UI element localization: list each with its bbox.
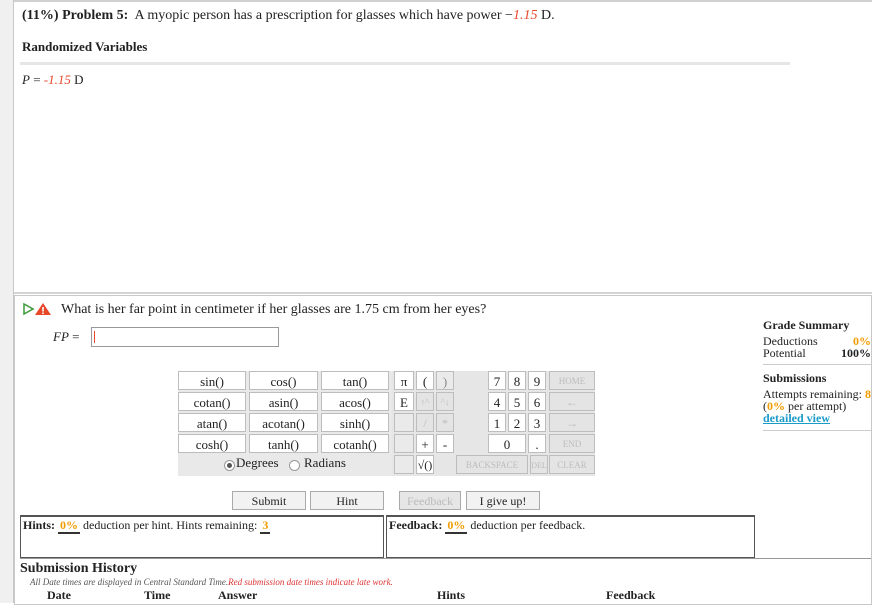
cos-button[interactable]: cos() xyxy=(249,371,318,390)
cursor-left-button[interactable]: ← xyxy=(549,392,595,411)
minus-button[interactable]: - xyxy=(436,434,454,453)
decimal-button[interactable]: . xyxy=(528,434,546,453)
grade-summary-title: Grade Summary xyxy=(763,318,850,332)
hints-label: Hints: xyxy=(23,518,56,532)
pi-button[interactable]: π xyxy=(394,371,414,390)
delete-button[interactable]: DEL xyxy=(530,455,548,474)
backspace-button[interactable]: BACKSPACE xyxy=(456,455,528,474)
divide-button[interactable]: / xyxy=(416,413,434,432)
multiply-button[interactable]: * xyxy=(436,413,454,432)
history-column-date: Date xyxy=(47,588,71,602)
acos-button[interactable]: acos() xyxy=(321,392,389,411)
submit-button[interactable]: Submit xyxy=(232,491,306,510)
randomized-variables-heading: Randomized Variables xyxy=(22,39,148,54)
feedback-label: Feedback: xyxy=(389,518,443,532)
end-button[interactable]: END xyxy=(549,434,595,453)
calculator-keypad xyxy=(178,371,595,476)
sqrt-button[interactable]: √() xyxy=(416,455,434,474)
problem-title: (11%) Problem 5: A myopic person has a prescription for glasses which have power −1.15 D. xyxy=(22,8,555,23)
asin-button[interactable]: asin() xyxy=(249,392,318,411)
digit-8-button[interactable]: 8 xyxy=(508,371,526,390)
cursor-right-button[interactable]: → xyxy=(549,413,595,432)
down-caret-button[interactable]: ^↓ xyxy=(436,392,454,411)
radians-label: Radians xyxy=(304,455,346,470)
submission-history xyxy=(20,558,871,603)
digit-9-button[interactable]: 9 xyxy=(528,371,546,390)
feedback-button[interactable]: Feedback xyxy=(399,491,461,510)
degrees-label: Degrees xyxy=(236,455,279,470)
potential-value: 100% xyxy=(841,346,871,360)
history-column-time: Time xyxy=(144,588,171,602)
hint-button[interactable]: Hint xyxy=(310,491,384,510)
digit-7-button[interactable]: 7 xyxy=(488,371,506,390)
blank-key xyxy=(394,434,414,453)
history-column-feedback: Feedback xyxy=(606,588,656,602)
deductions-value: 0% xyxy=(853,334,871,348)
randomized-variable-p: P = -1.15 D xyxy=(22,72,84,87)
cosh-button[interactable]: cosh() xyxy=(178,434,246,453)
question-panel xyxy=(14,295,872,605)
hints-panel: Hints: 0% deduction per hint. Hints remaining: 3 xyxy=(20,515,384,558)
text-caret xyxy=(94,331,95,343)
history-note: All Date times are displayed in Central Standard Time.Red submission date times indicate late work. xyxy=(30,577,393,587)
digit-2-button[interactable]: 2 xyxy=(508,413,526,432)
cotanh-button[interactable]: cotanh() xyxy=(321,434,389,453)
attempts-label: Attempts remaining: xyxy=(763,387,862,401)
question-status-icons xyxy=(22,302,56,320)
acotan-button[interactable]: acotan() xyxy=(249,413,318,432)
history-column-hints: Hints xyxy=(437,588,466,602)
e-button[interactable]: E xyxy=(394,392,414,411)
feedback-deduction-value: 0% xyxy=(447,518,466,532)
plus-button[interactable]: + xyxy=(416,434,434,453)
tanh-button[interactable]: tanh() xyxy=(249,434,318,453)
digit-6-button[interactable]: 6 xyxy=(528,392,546,411)
give-up-button[interactable]: I give up! xyxy=(466,491,540,510)
cotan-button[interactable]: cotan() xyxy=(178,392,246,411)
answer-input[interactable] xyxy=(91,327,279,347)
blank-key xyxy=(394,413,414,432)
digit-1-button[interactable]: 1 xyxy=(488,413,506,432)
detailed-view-link[interactable]: detailed view xyxy=(763,411,830,425)
left-frame-border xyxy=(0,0,14,603)
question-text: What is her far point in centimeter if her glasses are 1.75 cm from her eyes? xyxy=(61,302,487,317)
atan-button[interactable]: atan() xyxy=(178,413,246,432)
feedback-panel: Feedback: 0% deduction per feedback. xyxy=(386,515,755,558)
sinh-button[interactable]: sinh() xyxy=(321,413,389,432)
sin-button[interactable]: sin() xyxy=(178,371,246,390)
home-button[interactable]: HOME xyxy=(549,371,595,390)
degrees-radio[interactable] xyxy=(224,460,235,471)
clear-button[interactable]: CLEAR xyxy=(549,455,595,474)
digit-0-button[interactable]: 0 xyxy=(488,434,526,453)
digit-5-button[interactable]: 5 xyxy=(508,392,526,411)
hints-remaining-value: 3 xyxy=(262,518,269,532)
close-paren-button[interactable]: ) xyxy=(436,371,454,390)
history-column-answer: Answer xyxy=(218,588,258,602)
grade-summary: Grade Summary Deductions 0% Potential 100% Submissions Attempts remaining: 8 (0% per attempt) detailed view xyxy=(763,318,871,431)
play-warning-icon xyxy=(22,302,56,316)
digit-3-button[interactable]: 3 xyxy=(528,413,546,432)
radians-radio[interactable] xyxy=(289,460,300,471)
deductions-label: Deductions xyxy=(763,334,818,348)
problem-statement-panel xyxy=(14,2,872,294)
answer-label: FP = xyxy=(53,329,80,344)
per-attempt-value: 0% xyxy=(767,399,785,413)
section-divider xyxy=(20,62,790,65)
attempts-value: 8 xyxy=(864,387,871,401)
potential-label: Potential xyxy=(763,346,806,360)
blank-key xyxy=(394,455,414,474)
tan-button[interactable]: tan() xyxy=(321,371,389,390)
open-paren-button[interactable]: ( xyxy=(416,371,434,390)
submission-history-title: Submission History xyxy=(20,561,138,576)
hint-deduction-value: 0% xyxy=(60,518,79,532)
digit-4-button[interactable]: 4 xyxy=(488,392,506,411)
submissions-title: Submissions xyxy=(763,371,827,385)
up-caret-button[interactable]: ↑^ xyxy=(416,392,434,411)
